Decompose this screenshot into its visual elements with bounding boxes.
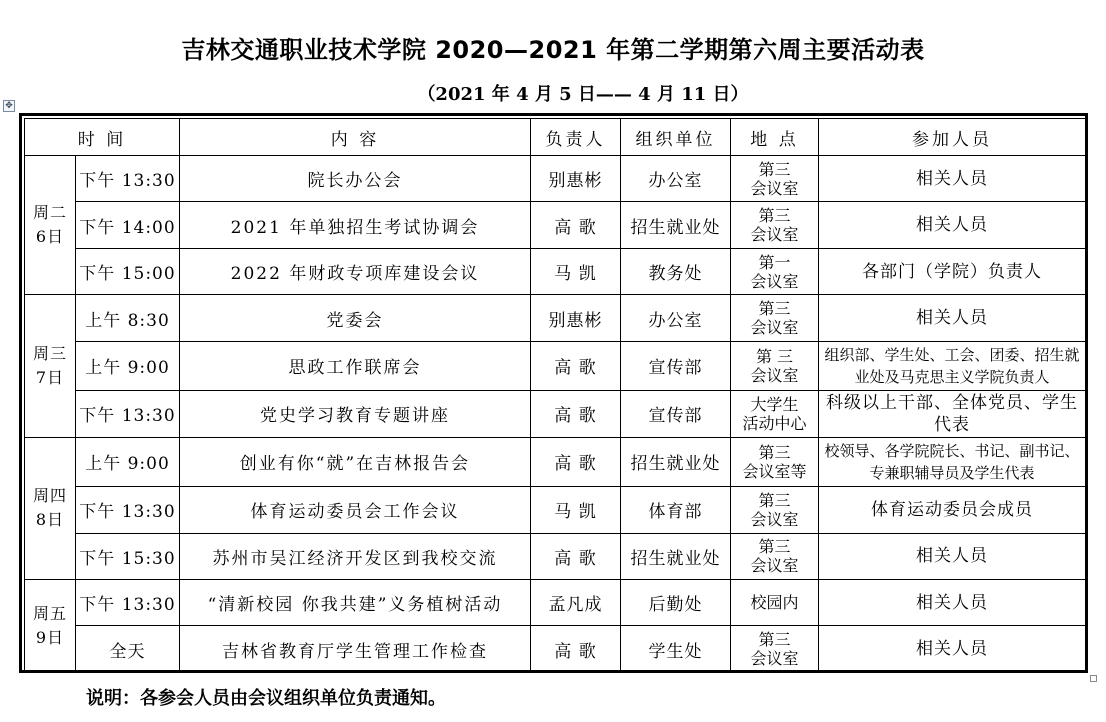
- schedule-table: [24, 118, 1086, 673]
- table-row: [25, 295, 1086, 341]
- table-row: [25, 156, 1086, 202]
- cell-place: 校园内: [731, 580, 819, 626]
- date-label: 7日: [35, 367, 65, 387]
- cell-content: 2021 年单独招生考试协调会: [180, 202, 531, 248]
- cell-unit: 招生就业处: [621, 437, 731, 486]
- table-row: [25, 487, 1086, 533]
- page-title: 吉林交通职业技术学院 2020—2021 年第二学期第六周主要活动表: [181, 36, 925, 64]
- footnote: 说明：各参会人员由会议组织单位负责通知。: [86, 688, 446, 709]
- cell-time: 下午 13:30: [76, 156, 180, 202]
- cell-responsible: 别惠彬: [531, 295, 621, 341]
- cell-content: 苏州市吴江经济开发区到我校交流: [180, 533, 531, 579]
- cell-unit: 宣传部: [621, 341, 731, 390]
- cell-place: 第三 会议室: [731, 202, 819, 248]
- cell-place: 大学生 活动中心: [731, 391, 819, 437]
- cell-time: 上午 9:00: [76, 341, 180, 390]
- cell-place: 第三 会议室: [731, 295, 819, 341]
- cell-place: 第三 会议室: [731, 487, 819, 533]
- cell-unit: 后勤处: [621, 580, 731, 626]
- cell-responsible: 马 凯: [531, 248, 621, 294]
- cell-time: 下午 13:30: [76, 580, 180, 626]
- table-row: [25, 248, 1086, 294]
- weekday-label: 周五: [32, 604, 67, 623]
- day-cell: [25, 580, 76, 673]
- cell-place: 第三 会议室等: [731, 437, 819, 486]
- table-row: [25, 341, 1086, 390]
- resize-handle[interactable]: [1090, 675, 1097, 682]
- cell-unit: 体育部: [621, 487, 731, 533]
- cell-responsible: 高 歌: [531, 437, 621, 486]
- cell-content: 创业有你“就”在吉林报告会: [180, 437, 531, 486]
- header-responsible: 负责人: [531, 119, 621, 156]
- cell-attendees: 各部门（学院）负责人: [819, 248, 1086, 294]
- move-anchor-icon[interactable]: ✥: [3, 100, 15, 112]
- cell-content: 思政工作联席会: [180, 341, 531, 390]
- cell-time: 上午 8:30: [76, 295, 180, 341]
- cell-responsible: 孟凡成: [531, 580, 621, 626]
- header-row: [25, 119, 1086, 156]
- cell-content: 党史学习教育专题讲座: [180, 391, 531, 437]
- cell-content: “清新校园 你我共建”义务植树活动: [180, 580, 531, 626]
- cell-place: 第三 会议室: [731, 533, 819, 579]
- header-place: 地 点: [731, 119, 819, 156]
- cell-attendees: 相关人员: [819, 626, 1086, 673]
- date-label: 8日: [35, 510, 65, 530]
- cell-unit: 办公室: [621, 295, 731, 341]
- cell-attendees: 相关人员: [819, 156, 1086, 202]
- date-range-subtitle: （2021 年 4 月 5 日—— 4 月 11 日）: [417, 84, 749, 105]
- day-cell: [25, 437, 76, 579]
- cell-time: 下午 15:30: [76, 533, 180, 579]
- cell-responsible: 高 歌: [531, 391, 621, 437]
- cell-attendees: 组织部、学生处、工会、团委、招生就业处及马克思主义学院负责人: [819, 341, 1086, 390]
- cell-attendees: 科级以上干部、全体党员、学生代表: [819, 391, 1086, 437]
- cell-attendees: 体育运动委员会成员: [819, 487, 1086, 533]
- cell-time: 下午 13:30: [76, 487, 180, 533]
- weekday-label: 周三: [32, 343, 67, 363]
- cell-place: 第三 会议室: [731, 156, 819, 202]
- cell-content: 2022 年财政专项库建设会议: [180, 248, 531, 294]
- table-row: [25, 580, 1086, 626]
- cell-responsible: 高 歌: [531, 626, 621, 673]
- date-label: 6日: [35, 227, 65, 247]
- cell-time: 全天: [76, 626, 180, 673]
- cell-place: 第 三 会议室: [731, 341, 819, 390]
- table-row: [25, 626, 1086, 673]
- cell-content: 体育运动委员会工作会议: [180, 487, 531, 533]
- cell-attendees: 相关人员: [819, 533, 1086, 579]
- cell-unit: 招生就业处: [621, 533, 731, 579]
- cell-unit: 招生就业处: [621, 202, 731, 248]
- cell-place: 第三 会议室: [731, 626, 819, 673]
- cell-unit: 教务处: [621, 248, 731, 294]
- cell-responsible: 别惠彬: [531, 156, 621, 202]
- cell-time: 下午 14:00: [76, 202, 180, 248]
- cell-time: 下午 13:30: [76, 391, 180, 437]
- day-cell: [25, 295, 76, 437]
- header-content: 内 容: [180, 119, 531, 156]
- cell-time: 下午 15:00: [76, 248, 180, 294]
- table-row: [25, 437, 1086, 486]
- cell-attendees: 校领导、各学院院长、书记、副书记、专兼职辅导员及学生代表: [819, 437, 1086, 486]
- cell-responsible: 高 歌: [531, 341, 621, 390]
- cell-attendees: 相关人员: [819, 295, 1086, 341]
- cell-responsible: 马 凯: [531, 487, 621, 533]
- day-cell: [25, 156, 76, 295]
- cell-content: 党委会: [180, 295, 531, 341]
- cell-attendees: 相关人员: [819, 202, 1086, 248]
- date-label: 9日: [35, 628, 65, 647]
- header-time: 时 间: [25, 119, 180, 156]
- weekday-label: 周二: [32, 203, 67, 223]
- cell-content: 院长办公会: [180, 156, 531, 202]
- table-row: [25, 202, 1086, 248]
- cell-time: 上午 9:00: [76, 437, 180, 486]
- cell-unit: 办公室: [621, 156, 731, 202]
- table-row: [25, 391, 1086, 437]
- cell-content: 吉林省教育厅学生管理工作检查: [180, 626, 531, 673]
- header-attendees: 参加人员: [819, 119, 1086, 156]
- cell-attendees: 相关人员: [819, 580, 1086, 626]
- cell-responsible: 高 歌: [531, 533, 621, 579]
- cell-unit: 学生处: [621, 626, 731, 673]
- cell-place: 第一 会议室: [731, 248, 819, 294]
- header-unit: 组织单位: [621, 119, 731, 156]
- table-row: [25, 533, 1086, 579]
- cell-unit: 宣传部: [621, 391, 731, 437]
- cell-responsible: 高 歌: [531, 202, 621, 248]
- weekday-label: 周四: [32, 486, 67, 506]
